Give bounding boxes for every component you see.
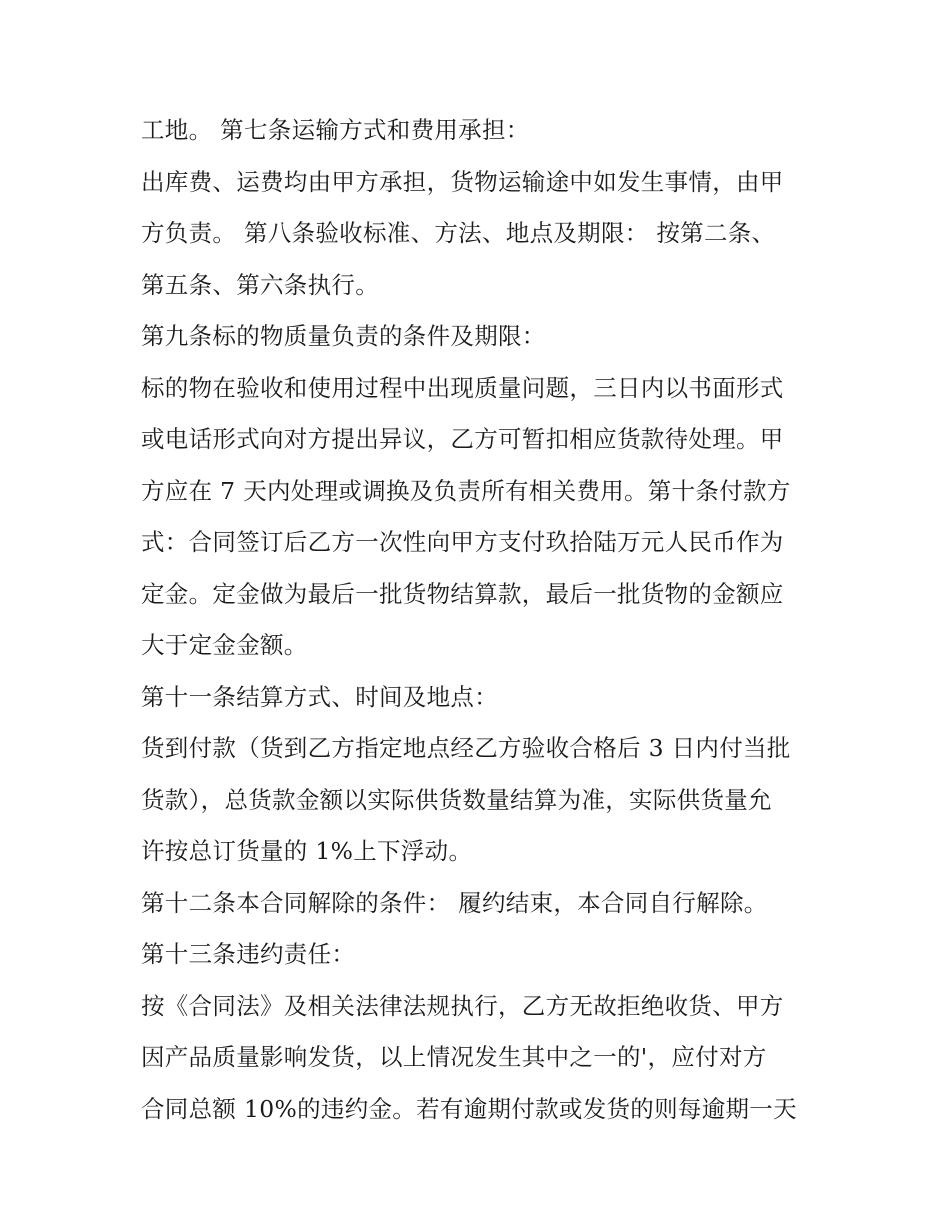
text-line: 第十三条违约责任： bbox=[141, 940, 356, 968]
text-line: 方应在 7 天内处理或调换及负责所有相关费用。第十条付款方 bbox=[141, 476, 791, 505]
text-line: 第九条标的物质量负责的条件及期限： bbox=[141, 322, 546, 350]
text-line: 方负责。 第八条验收标准、方法、地点及期限： 按第二条、 bbox=[141, 219, 776, 247]
text-line: 大于定金金额。 bbox=[141, 631, 308, 659]
text-line: 货款），总货款金额以实际供货数量结算为准，实际供货量允 bbox=[141, 785, 772, 814]
document-body bbox=[141, 105, 821, 1135]
text-line: 第五条、第六条执行。 bbox=[141, 270, 379, 299]
text-line: 定金。定金做为最后一批货物结算款，最后一批货物的金额应 bbox=[141, 579, 784, 608]
text-line: 或电话形式向对方提出异议，乙方可暂扣相应货款待处理。甲 bbox=[141, 425, 784, 453]
text-line: 因产品质量影响发货，以上情况发生其中之一的'，应付对方 bbox=[141, 1043, 767, 1071]
text-line: 合同总额 10%的违约金。若有逾期付款或发货的则每逾期一天 bbox=[141, 1094, 797, 1123]
text-line: 式：合同签订后乙方一次性向甲方支付玖拾陆万元人民币作为 bbox=[141, 528, 784, 556]
text-line: 第十一条结算方式、时间及地点： bbox=[141, 682, 498, 711]
text-line: 许按总订货量的 1%上下浮动。 bbox=[141, 837, 473, 865]
text-line: 标的物在验收和使用过程中出现质量问题，三日内以书面形式 bbox=[141, 373, 784, 402]
text-line: 货到付款（货到乙方指定地点经乙方验收合格后 3 日内付当批 bbox=[141, 734, 791, 762]
text-line: 按《合同法》及相关法律法规执行，乙方无故拒绝收货、甲方 bbox=[141, 991, 784, 1020]
text-line: 第十二条本合同解除的条件： 履约结束，本合同自行解除。 bbox=[141, 888, 768, 917]
text-line: 出库费、运费均由甲方承担，货物运输途中如发生事情，由甲 bbox=[141, 167, 784, 196]
text-line: 工地。 第七条运输方式和费用承担： bbox=[141, 116, 530, 144]
